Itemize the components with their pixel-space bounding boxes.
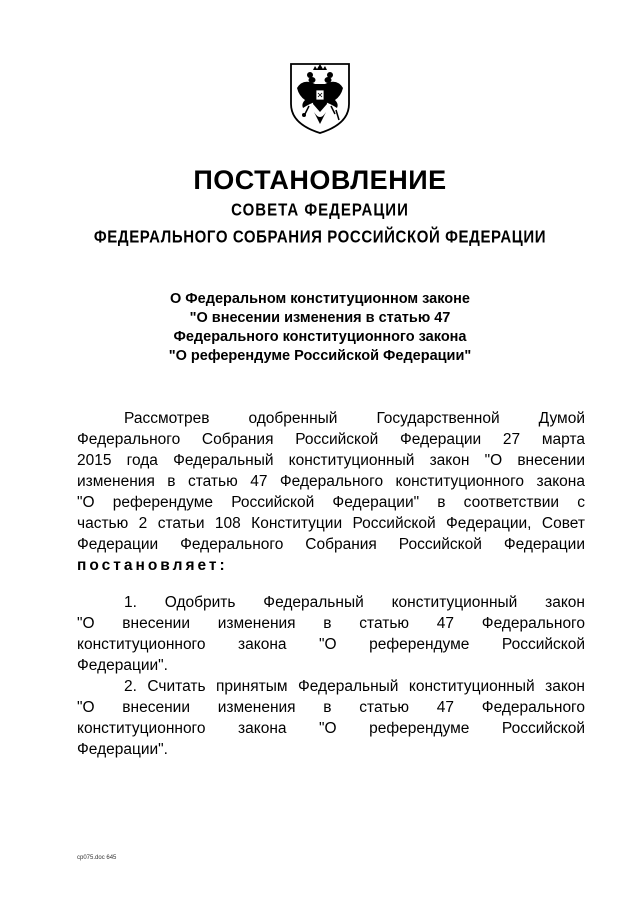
clause-line: "О внесении изменения в статью 47 Федерального xyxy=(77,699,585,716)
subject-line: Федерального конституционного закона xyxy=(173,329,467,345)
clause-line: Федерации". xyxy=(77,657,168,674)
issuing-body-line-2: ФЕДЕРАЛЬНОГО СОБРАНИЯ РОССИЙСКОЙ ФЕДЕРАЦИИ xyxy=(93,227,547,248)
clause-line: конституционного закона "О референдуме Российской xyxy=(77,720,585,737)
paragraph-line: изменения в статью 47 Федерального конституционного закона xyxy=(77,473,585,490)
clause-line: 1. Одобрить Федеральный конституционный закон xyxy=(124,594,585,611)
issuing-body-line-1: СОВЕТА ФЕДЕРАЦИИ xyxy=(231,200,409,221)
paragraph-line: Федерального Собрания Российской Федерации 27 марта xyxy=(77,431,585,448)
file-reference: ср075.doc 645 xyxy=(77,855,117,861)
clause-2 xyxy=(77,676,585,760)
paragraph-line: Федерации Федерального Собрания Российской Федерации xyxy=(77,536,585,553)
decree-keyword: постановляет: xyxy=(77,557,228,574)
clause-line: 2. Считать принятым Федеральный конституционный закон xyxy=(124,678,585,695)
clause-line: конституционного закона "О референдуме Российской xyxy=(77,636,585,653)
clause-1 xyxy=(77,592,585,676)
russian-coat-of-arms-icon xyxy=(285,58,355,136)
clause-line: Федерации". xyxy=(77,741,168,758)
subject-line: "О референдуме Российской Федерации" xyxy=(168,348,472,364)
subject-line: "О внесении изменения в статью 47 xyxy=(189,310,451,326)
resolution-subject xyxy=(0,290,640,366)
paragraph-line: Рассмотрев одобренный Государственной Думой xyxy=(124,410,585,427)
subject-line: О Федеральном конституционном законе xyxy=(170,291,470,307)
paragraph-line: "О референдуме Российской Федерации" в соответствии с xyxy=(77,494,585,511)
preamble-paragraph xyxy=(77,408,585,576)
clause-line: "О внесении изменения в статью 47 Федерального xyxy=(77,615,585,632)
document-title: ПОСТАНОВЛЕНИЕ xyxy=(193,165,447,195)
paragraph-line: частью 2 статьи 108 Конституции Российской Федерации, Совет xyxy=(77,515,585,532)
paragraph-line: 2015 года Федеральный конституционный закон "О внесении xyxy=(77,452,585,469)
